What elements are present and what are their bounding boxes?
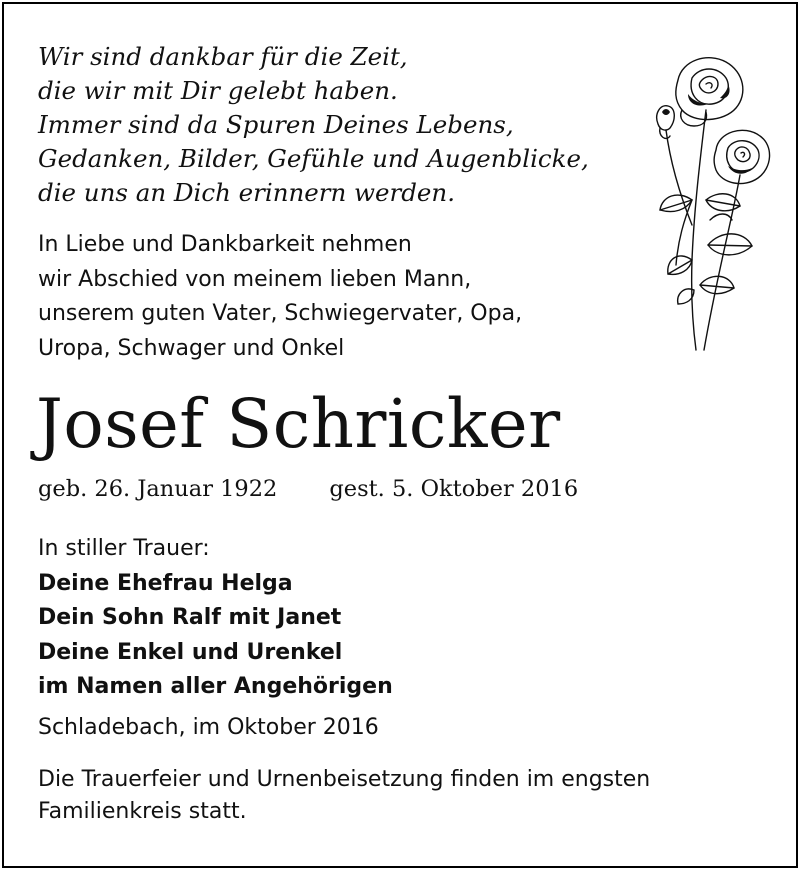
intro-line: Uropa, Schwager und Onkel: [38, 335, 345, 361]
mourner-name: im Namen aller Angehörigen: [38, 674, 393, 699]
funeral-note: [38, 764, 650, 828]
mourners-block: [38, 532, 393, 705]
intro-line: unserem guten Vater, Schwiegervater, Opa,: [38, 301, 523, 326]
birth-date: geb. 26. Januar 1922: [38, 476, 278, 502]
mourner-name: Deine Enkel und Urenkel: [38, 639, 343, 665]
poem-line: die wir mit Dir gelebt haben.: [38, 76, 398, 105]
poem-line: Wir sind dankbar für die Zeit,: [38, 42, 408, 71]
mourner-name: Dein Sohn Ralf mit Janet: [38, 605, 342, 630]
death-date: gest. 5. Oktober 2016: [329, 476, 579, 502]
intro-line: wir Abschied von meinem lieben Mann,: [38, 266, 472, 292]
life-dates: [38, 474, 578, 504]
intro-text: [38, 228, 638, 366]
rose-illustration-icon: [648, 50, 778, 360]
funeral-note-line: Familienkreis statt.: [38, 799, 247, 824]
poem: [38, 40, 658, 210]
mourner-name: Deine Ehefrau Helga: [38, 570, 293, 596]
deceased-name: Josef Schricker: [36, 385, 561, 463]
funeral-note-line: Die Trauerfeier und Urnenbeisetzung finden im engsten: [38, 767, 651, 792]
poem-line: Gedanken, Bilder, Gefühle und Augenblicke,: [38, 144, 589, 173]
intro-line: In Liebe und Dankbarkeit nehmen: [38, 232, 412, 257]
place-date: Schladebach, im Oktober 2016: [38, 715, 379, 740]
mourners-heading: In stiller Trauer:: [38, 536, 210, 561]
poem-line: Immer sind da Spuren Deines Lebens,: [38, 110, 514, 139]
poem-line: die uns an Dich erinnern werden.: [38, 178, 455, 207]
